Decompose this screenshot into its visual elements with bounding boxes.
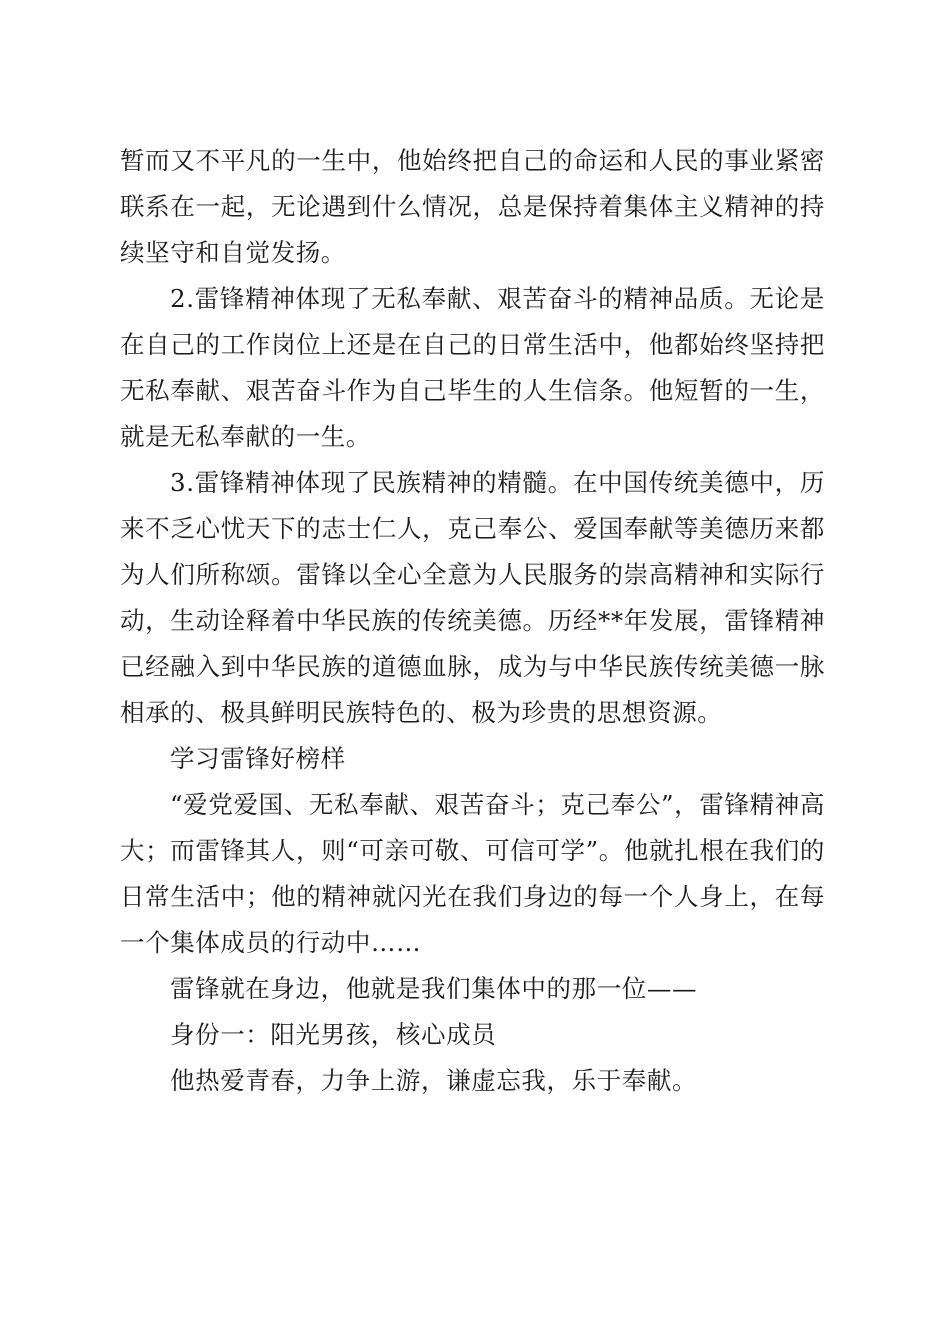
paragraph-point-2: 2.雷锋精神体现了无私奉献、艰苦奋斗的精神品质。无论是在自己的工作岗位上还是在自己的日常生活中，他都始终坚持把无私奉献、艰苦奋斗作为自己毕生的人生信条。他短暂的一生，就是无私奉献的一生。 — [120, 284, 825, 451]
paragraph-continuation: 暂而又不平凡的一生中，他始终把自己的命运和人民的事业紧密联系在一起，无论遇到什么情况，总是保持着集体主义精神的持续坚守和自觉发扬。 — [120, 146, 825, 267]
document-body — [120, 138, 825, 1104]
paragraph-quote: “爱党爱国、无私奉献、艰苦奋斗；克己奉公”，雷锋精神高大；而雷锋其人，则“可亲可敬、可信可学”。他就扎根在我们的日常生活中；他的精神就闪光在我们身边的每一个人身上，在每一个集体成员的行动中…… — [120, 790, 825, 957]
paragraph-intro: 雷锋就在身边，他就是我们集体中的那一位—— — [170, 974, 698, 1003]
section-heading: 学习雷锋好榜样 — [170, 744, 346, 773]
paragraph-description: 他热爱青春，力争上游，谦虚忘我，乐于奉献。 — [170, 1066, 698, 1095]
paragraph-point-3: 3.雷锋精神体现了民族精神的精髓。在中国传统美德中，历来不乏心忧天下的志士仁人，克己奉公、爱国奉献等美德历来都为人们所称颂。雷锋以全心全意为人民服务的崇高精神和实际行动，生动诠释着中华民族的传统美德。历经**年发展，雷锋精神已经融入到中华民族的道德血脉，成为与中华民族传统美德一脉相承的、极具鲜明民族特色的、极为珍贵的思想资源。 — [120, 468, 825, 727]
identity-heading: 身份一：阳光男孩，核心成员 — [170, 1020, 497, 1049]
